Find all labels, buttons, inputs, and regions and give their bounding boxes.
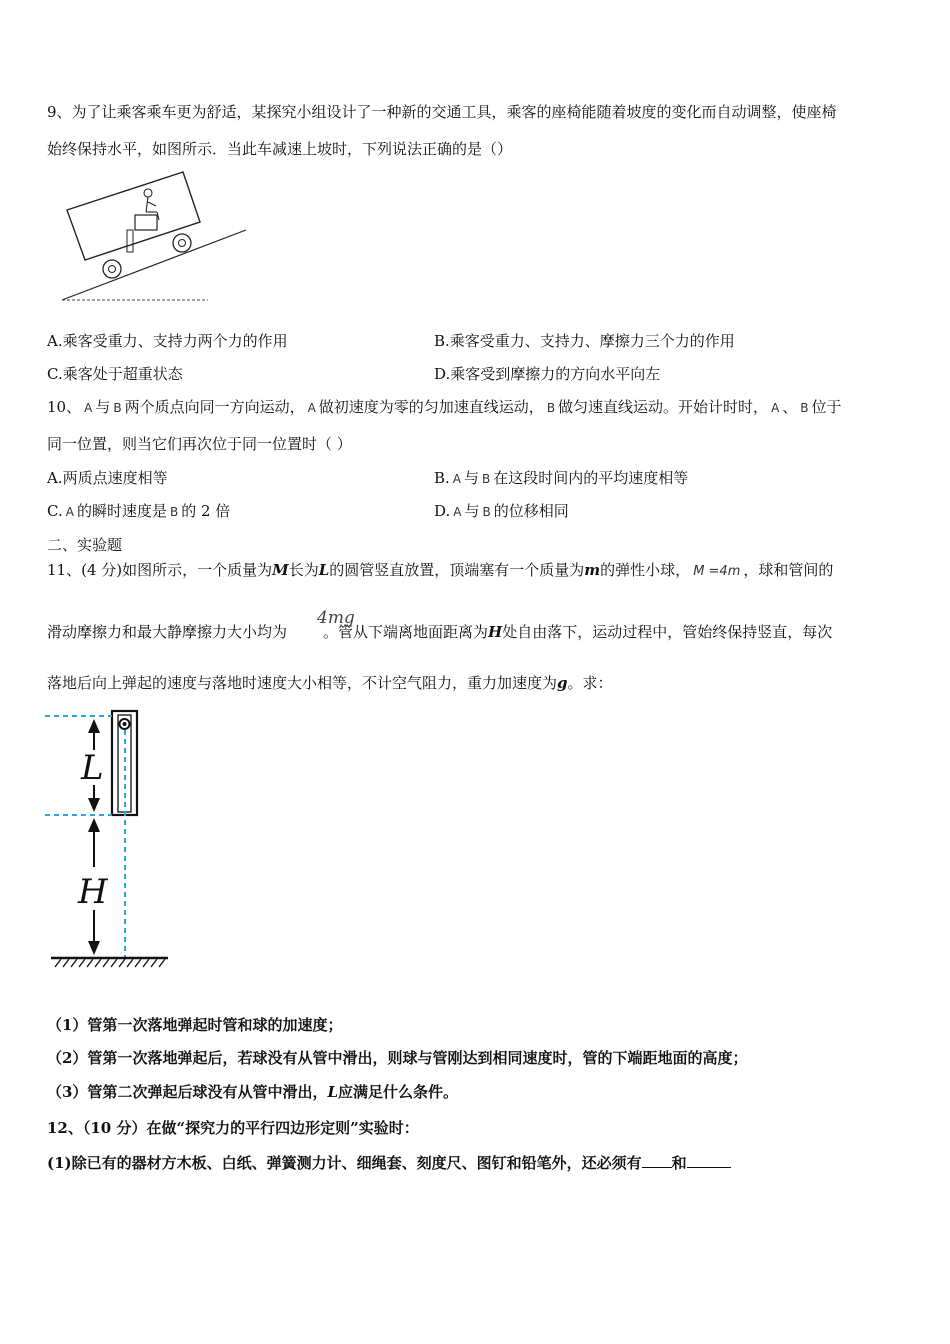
q9-text-line2: 始终保持水平，如图所示．当此车减速上坡时，下列说法正确的是（）	[47, 140, 513, 158]
q11-fraction-4mg: 4mg	[317, 608, 355, 628]
fig-label-L: L	[81, 748, 104, 788]
section-heading-experiment: 二、实验题	[47, 536, 123, 554]
q10-option-c: C. A 的瞬时速度是 B 的 2 倍	[47, 502, 231, 520]
q11-sub-1: （1）管第一次落地弹起时管和球的加速度；	[47, 1016, 343, 1034]
q10-option-d: D. A 与 B 的位移相同	[434, 502, 569, 520]
q11-sub-3: （3）管第二次弹起后球没有从管中滑出，L应满足什么条件。	[47, 1083, 459, 1101]
q9-vehicle-figure	[55, 160, 255, 308]
fig-label-H: H	[78, 872, 108, 912]
q12-blank-1	[642, 1153, 672, 1168]
q10-option-a: A.两质点速度相等	[47, 469, 168, 487]
q9-text-line1: 9、为了让乘客乘车更为舒适，某探究小组设计了一种新的交通工具，乘客的座椅能随着坡度的变化而自动调整，使座椅	[47, 103, 837, 121]
q10-text-line2: 同一位置，则当它们再次位于同一位置时（ ）	[47, 435, 352, 453]
q11-tube-figure	[45, 705, 175, 975]
q11-text-line2: 滑动摩擦力和最大静摩擦力大小均为 。管从下端离地面距离为H处自由落下，运动过程中，管始终保持竖直，每次	[47, 623, 833, 641]
q9-option-a: A.乘客受重力、支持力两个力的作用	[47, 332, 288, 350]
q11-sub-2: （2）管第一次落地弹起后，若球没有从管中滑出，则球与管刚达到相同速度时，管的下端距地面的高度；	[47, 1049, 748, 1067]
q11-text-line3: 落地后向上弹起的速度与落地时速度大小相等，不计空气阻力，重力加速度为g。求：	[47, 674, 613, 692]
q12-blank-2	[687, 1153, 731, 1168]
q11-text-line1: 11、(4 分)如图所示，一个质量为M长为L的圆管竖直放置，顶端塞有一个质量为m的弹性小球， M =4m ，球和管间的	[47, 561, 834, 579]
q10-text-line1: 10、 A 与 B 两个质点向同一方向运动， A 做初速度为零的匀加速直线运动， B 做匀速直线运动。开始计时时， A 、 B 位于	[47, 398, 842, 416]
q10-option-b: B. A 与 B 在这段时间内的平均速度相等	[434, 469, 689, 487]
q9-option-c: C.乘客处于超重状态	[47, 365, 183, 383]
q9-option-d: D.乘客受到摩擦力的方向水平向左	[434, 365, 661, 383]
q12-text-line2: (1)除已有的器材方木板、白纸、弹簧测力计、细绳套、刻度尺、图钉和铅笔外，还必须有 和	[47, 1153, 731, 1173]
q9-option-b: B.乘客受重力、支持力、摩擦力三个力的作用	[434, 332, 735, 350]
q12-text-line1: 12、（10 分）在做“探究力的平行四边形定则”实验时：	[47, 1119, 419, 1137]
